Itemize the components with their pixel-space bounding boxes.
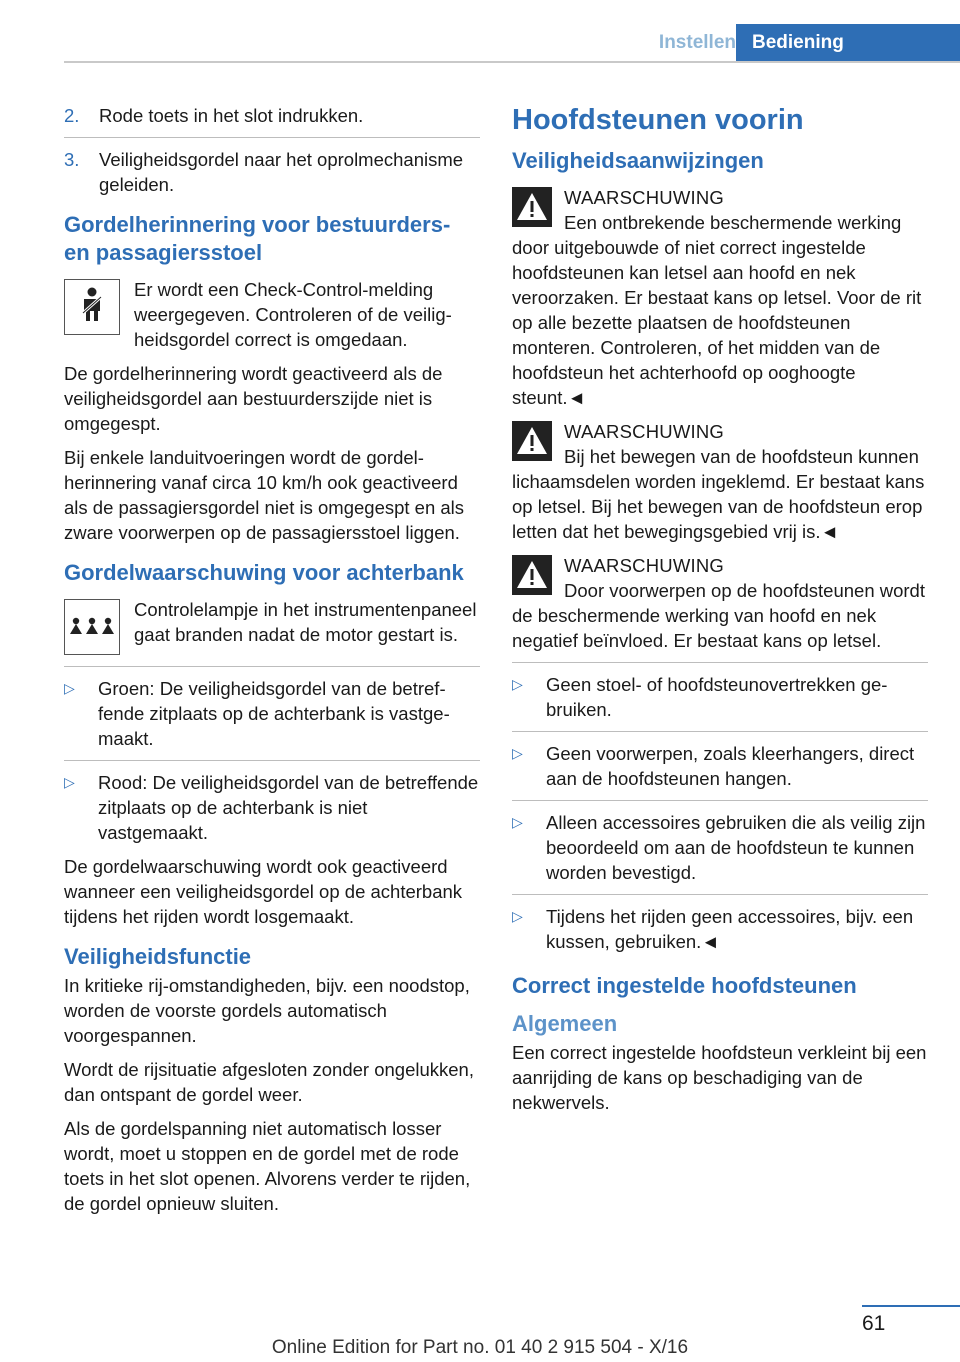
list-item-text: Groen: De veiligheidsgordel van de betreffende zitplaats op de achterbank is vastgemaakt. bbox=[98, 678, 450, 749]
reminder-note bbox=[64, 277, 480, 352]
header-rule bbox=[64, 61, 960, 63]
list-item-text: Geen stoel- of hoofdsteunovertrekken gebruiken. bbox=[546, 674, 888, 720]
paragraph: Bij enkele landuitvoeringen wordt de gordelherinnering vanaf circa 10 km/h ook geactiveerd als de passagiersgordel niet is omgegespt en als zware voorwerpen op de passagiersstoel liggen. bbox=[64, 447, 465, 543]
heading-general: Algemeen bbox=[512, 1011, 618, 1036]
triangle-bullet-icon: ▷ bbox=[512, 814, 523, 830]
step-item bbox=[64, 147, 480, 197]
heading-safety-function: Veiligheidsfunctie bbox=[64, 944, 252, 969]
divider bbox=[64, 137, 480, 138]
paragraph: De gordelwaarschuwing wordt ook geactiveerd wanneer een veiligheidsgordel op de achterbank tijdens het rijden wordt losgemaakt. bbox=[64, 856, 463, 927]
warning-icon bbox=[512, 555, 552, 595]
tab-bediening[interactable]: Bediening bbox=[736, 24, 960, 62]
divider bbox=[512, 662, 928, 663]
footer-rule bbox=[862, 1305, 960, 1307]
step-number: 3. bbox=[64, 149, 80, 170]
three-seats-icon bbox=[64, 599, 120, 655]
list-item-text: Rood: De veiligheidsgordel van de betreffende zitplaats op de achterbank is niet vastgemaakt. bbox=[98, 772, 479, 843]
list-item-text: Geen voorwerpen, zoals kleerhangers, direct aan de hoofdsteunen hangen. bbox=[546, 743, 915, 789]
page-number: 61 bbox=[862, 1312, 886, 1335]
tab-instellen[interactable]: Instellen bbox=[658, 32, 736, 53]
warning-text: Bij het bewegen van de hoofdsteun kunnen lichaamsdelen worden ingeklemd. Er bestaat kans op letsel. Bij het bewegen van de hoofdsteun erop letten dat het bewegingsgebied vrij is.◄ bbox=[512, 446, 925, 542]
rear-note bbox=[64, 597, 480, 657]
list-item bbox=[512, 904, 928, 954]
warning-label: WAARSCHUWING bbox=[564, 187, 724, 208]
warning-block bbox=[512, 553, 928, 653]
paragraph: Wordt de rijsituatie afgesloten zonder ongelukken, dan ontspant de gordel weer. bbox=[64, 1059, 474, 1105]
paragraph: Als de gordelspanning niet automatisch losser wordt, moet u stoppen en de gordel met de rode toets in het slot openen. Alvorens verder te rijden, de gordel opnieuw sluiten. bbox=[64, 1118, 471, 1214]
heading-safety-notes: Veiligheidsaanwijzingen bbox=[512, 148, 764, 173]
divider bbox=[512, 894, 928, 895]
paragraph: Een correct ingestelde hoofdsteun verkleint bij een aanrijding de kans op beschadiging van de nekwervels. bbox=[512, 1042, 927, 1113]
triangle-bullet-icon: ▷ bbox=[512, 908, 523, 924]
warning-icon bbox=[512, 187, 552, 227]
triangle-bullet-icon: ▷ bbox=[64, 774, 75, 790]
step-text: Rode toets in het slot indrukken. bbox=[99, 105, 364, 126]
triangle-bullet-icon: ▷ bbox=[512, 745, 523, 761]
section-title: Hoofdsteunen voorin bbox=[512, 104, 804, 136]
list-item bbox=[64, 770, 480, 845]
list-item-text: Alleen accessoires gebruiken die als veilig zijn beoordeeld om aan de hoofdsteun te kunnen worden bevestigd. bbox=[546, 812, 926, 883]
step-item bbox=[64, 103, 480, 128]
triangle-bullet-icon: ▷ bbox=[64, 680, 75, 696]
warning-text: Een ontbrekende beschermende werking door uitgebouwde of niet correct ingestelde hoofdsteunen kan letsel aan hoofd en nek veroorzaken. Er bestaat kans op letsel. Voor de rit op alle bezette plaatsen de hoofdsteunen monteren. Controleren, of het midden van de hoofdsteun het achterhoofd op ooghoogte steunt.◄ bbox=[512, 212, 922, 408]
paragraph: In kritieke rij-omstandigheden, bijv. een noodstop, worden de voorste gordels automatisch voorgespannen. bbox=[64, 975, 470, 1046]
divider bbox=[64, 760, 480, 761]
list-item bbox=[512, 672, 928, 722]
heading-correct-headrests: Correct ingestelde hoofdsteunen bbox=[512, 973, 857, 998]
list-item bbox=[64, 676, 480, 751]
right-column bbox=[512, 103, 928, 1124]
step-number: 2. bbox=[64, 105, 80, 126]
left-column bbox=[64, 103, 480, 1225]
paragraph: De gordelherinnering wordt geactiveerd als de veiligheidsgordel aan bestuurderszijde niet is omgegespt. bbox=[64, 363, 443, 434]
warning-icon bbox=[512, 421, 552, 461]
divider bbox=[512, 731, 928, 732]
warning-block bbox=[512, 185, 928, 410]
edition-footer: Online Edition for Part no. 01 40 2 915 504 - X/16 bbox=[271, 1337, 689, 1358]
step-text: Veiligheidsgordel naar het oprolmechanisme geleiden. bbox=[99, 149, 464, 195]
warning-text: Door voorwerpen op de hoofdsteunen wordt de beschermende werking van hoofd en nek negatief beïnvloed. Er bestaat kans op letsel. bbox=[512, 580, 925, 651]
warning-block bbox=[512, 419, 928, 544]
divider bbox=[64, 666, 480, 667]
divider bbox=[512, 800, 928, 801]
list-item-text: Tijdens het rijden geen accessoires, bijv. een kussen, gebruiken.◄ bbox=[546, 906, 914, 952]
reminder-text: Er wordt een Check-Control-melding weergegeven. Controleren of de veiligheidsgordel correct is omgedaan. bbox=[134, 279, 452, 350]
heading-rear-warning: Gordelwaarschuwing voor achterbank bbox=[64, 560, 464, 585]
triangle-bullet-icon: ▷ bbox=[512, 676, 523, 692]
seatbelt-icon bbox=[64, 279, 120, 335]
heading-seatbelt-reminder: Gordelherinnering voor bestuurders- en passagiersstoel bbox=[64, 212, 451, 265]
list-item bbox=[512, 810, 928, 885]
warning-label: WAARSCHUWING bbox=[564, 421, 724, 442]
rear-note-text: Controlelampje in het instrumentenpaneel gaat branden nadat de motor gestart is. bbox=[134, 599, 477, 645]
list-item bbox=[512, 741, 928, 791]
warning-label: WAARSCHUWING bbox=[564, 555, 724, 576]
